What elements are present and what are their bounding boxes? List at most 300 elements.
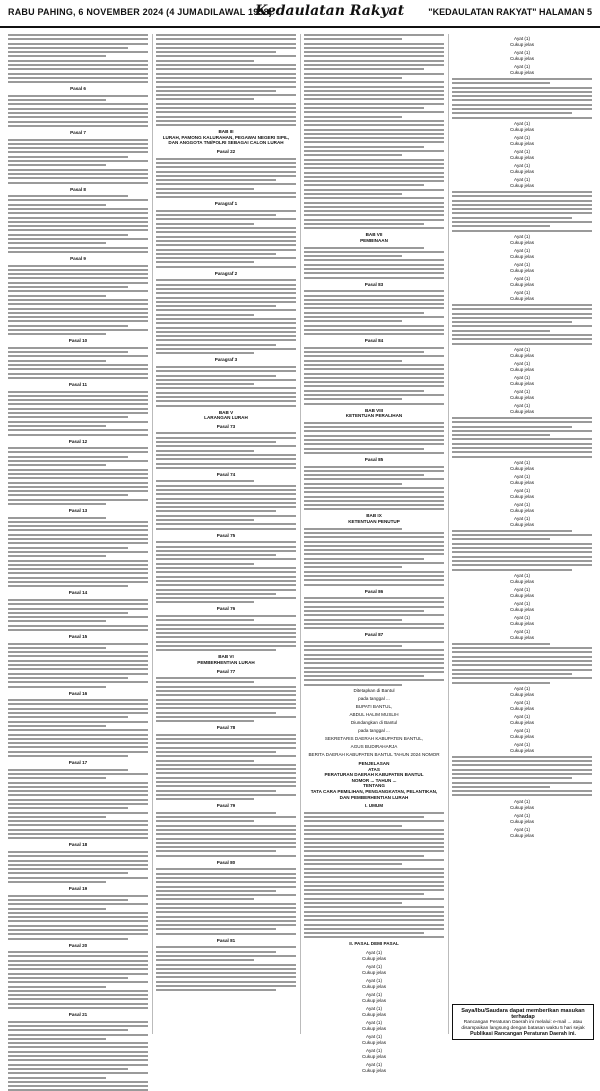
body-text-line <box>156 541 296 543</box>
body-text-line <box>156 240 296 242</box>
signature-line: Ayat (1) Cukup jelas <box>509 685 534 697</box>
body-text-line <box>304 68 424 70</box>
section-heading: Pasal 81 <box>216 937 236 943</box>
body-text-line <box>156 210 296 212</box>
body-text-line <box>8 585 128 587</box>
body-text-line <box>156 855 296 857</box>
body-text-line <box>304 606 444 608</box>
body-text-line <box>452 786 550 788</box>
body-text-line <box>8 447 148 449</box>
body-text-line <box>156 188 254 190</box>
body-text-line <box>8 464 106 466</box>
body-text-line <box>452 338 592 340</box>
body-text-line <box>8 625 148 627</box>
section-heading: Paragraf 3 <box>214 357 238 363</box>
body-text-line <box>156 985 296 987</box>
body-text-line <box>156 972 296 974</box>
body-text-line <box>156 681 254 683</box>
body-text-line <box>8 608 148 610</box>
body-text-line <box>156 266 296 268</box>
body-text-line <box>8 855 148 857</box>
section-heading: Paragraf 1 <box>214 201 238 207</box>
body-text-line <box>304 562 444 564</box>
body-text-line <box>8 503 106 505</box>
body-text-line <box>156 989 276 991</box>
body-text-line <box>8 786 148 788</box>
body-text-line <box>8 325 128 327</box>
body-text-line <box>156 777 296 779</box>
body-text-line <box>156 920 296 922</box>
body-text-line <box>156 528 296 530</box>
body-text-line <box>304 443 444 445</box>
body-text-line <box>156 641 296 643</box>
body-text-line <box>452 677 592 679</box>
body-text-line <box>156 257 296 259</box>
body-text-line <box>452 434 550 436</box>
body-text-line <box>156 798 254 800</box>
body-text-line <box>156 98 254 100</box>
body-text-line <box>8 864 148 866</box>
body-text-line <box>156 493 296 495</box>
body-text-line <box>8 721 148 723</box>
section-heading: Pasal 21 <box>68 1012 88 1018</box>
body-text-line <box>8 429 148 431</box>
body-text-line <box>156 868 296 870</box>
body-text-line <box>304 812 444 814</box>
body-text-line <box>304 435 444 437</box>
body-text-line <box>452 217 572 219</box>
body-text-line <box>304 364 444 366</box>
body-text-line <box>8 521 148 523</box>
body-text-line <box>156 379 296 381</box>
body-text-line <box>8 282 148 284</box>
body-text-line <box>8 251 148 253</box>
body-text-line <box>304 197 444 199</box>
body-text-line <box>304 658 444 660</box>
masthead <box>0 0 600 28</box>
body-text-line <box>8 560 148 562</box>
body-text-line <box>8 986 106 988</box>
body-text-line <box>8 1007 148 1009</box>
body-text-line <box>156 480 254 482</box>
body-text-line <box>304 312 424 314</box>
body-text-line <box>452 112 572 114</box>
body-text-line <box>156 838 296 840</box>
body-text-line <box>156 227 296 229</box>
body-text-line <box>156 249 296 251</box>
body-text-line <box>452 773 592 775</box>
body-text-line <box>304 508 444 510</box>
body-text-line <box>304 906 444 908</box>
body-text-line <box>8 169 148 171</box>
body-text-line <box>452 343 592 345</box>
body-text-line <box>156 649 276 651</box>
body-text-line <box>304 627 444 629</box>
body-text-line <box>156 318 296 320</box>
section-heading: Pasal 84 <box>364 338 384 344</box>
body-text-line <box>8 977 128 979</box>
body-text-line <box>156 772 296 774</box>
body-text-line <box>304 277 444 279</box>
body-text-line <box>156 636 296 638</box>
body-text-line <box>8 408 148 410</box>
body-text-line <box>452 669 592 671</box>
body-text-line <box>304 47 444 49</box>
body-text-line <box>8 60 148 62</box>
body-text-line <box>8 225 148 227</box>
body-text-line <box>8 290 148 292</box>
body-text-line <box>156 38 296 40</box>
body-text-line <box>156 68 296 70</box>
body-text-line <box>156 392 296 394</box>
body-text-line <box>8 1068 128 1070</box>
body-text-line <box>8 399 148 401</box>
body-text-line <box>452 313 592 315</box>
body-text-line <box>156 794 296 796</box>
body-text-line <box>8 925 148 927</box>
body-text-line <box>8 643 148 645</box>
signature-line: Ayat (1) Cukup jelas <box>361 950 386 961</box>
body-text-line <box>304 77 402 79</box>
body-text-line <box>452 99 592 101</box>
body-text-line <box>156 933 296 935</box>
body-text-line <box>8 156 128 158</box>
section-heading: BAB V LARANGAN LURAH <box>204 409 248 421</box>
body-text-line <box>304 103 444 105</box>
body-text-line <box>156 60 254 62</box>
body-text-line <box>156 632 296 634</box>
body-text-line <box>304 189 444 191</box>
body-text-line <box>8 103 148 105</box>
body-text-line <box>156 686 296 688</box>
body-text-line <box>452 95 592 97</box>
body-text-line <box>8 829 148 831</box>
body-text-line <box>304 176 444 178</box>
body-text-line <box>156 183 296 185</box>
body-text-line <box>304 558 424 560</box>
body-text-line <box>156 124 296 126</box>
body-text-line <box>304 541 444 543</box>
body-text-line <box>304 911 444 913</box>
body-text-line <box>156 907 296 909</box>
body-text-line <box>156 584 296 586</box>
article-column-2 <box>156 34 296 1034</box>
body-text-line <box>452 530 572 532</box>
body-text-line <box>452 556 592 558</box>
signature-line: Ayat (1) Cukup jelas <box>361 1006 386 1017</box>
body-text-line <box>156 34 296 36</box>
body-text-line <box>156 47 296 49</box>
body-text-line <box>8 998 148 1000</box>
body-text-line <box>304 575 444 577</box>
body-text-line <box>304 368 444 370</box>
body-text-line <box>8 34 148 36</box>
body-text-line <box>8 121 148 123</box>
signature-line: Diundangkan di Bantul <box>350 720 398 726</box>
body-text-line <box>156 288 296 290</box>
body-text-line <box>8 803 148 805</box>
body-text-line <box>156 959 254 961</box>
body-text-line <box>304 500 444 502</box>
body-text-line <box>8 182 148 184</box>
body-text-line <box>156 94 296 96</box>
body-text-line <box>304 426 444 428</box>
body-text-line <box>156 755 296 757</box>
body-text-line <box>8 1085 148 1087</box>
body-text-line <box>8 807 128 809</box>
body-text-line <box>8 242 106 244</box>
body-text-line <box>8 469 148 471</box>
body-text-line <box>8 699 148 701</box>
body-text-line <box>8 273 148 275</box>
body-text-line <box>304 141 444 143</box>
body-text-line <box>8 612 128 614</box>
body-text-line <box>8 547 128 549</box>
section-heading: PENJELASAN ATAS PERATURAN DAERAH KABUPATEN BANTUL NOMOR ... TAHUN ... TENTANG TATA CARA PEMILIHAN, PENGANGKATAN, PELANTIKAN, DAN PEMBERHENTIAN LURAH <box>310 761 438 800</box>
body-text-line <box>8 368 148 370</box>
body-text-line <box>304 654 444 656</box>
body-text-line <box>304 881 444 883</box>
body-text-line <box>8 173 148 175</box>
body-text-line <box>156 628 296 630</box>
body-text-line <box>452 782 592 784</box>
body-text-line <box>452 195 592 197</box>
body-text-line <box>156 339 296 341</box>
body-text-line <box>304 86 444 88</box>
body-text-line <box>304 264 444 266</box>
body-text-line <box>156 73 296 75</box>
signature-line: Ayat (1) Cukup jelas <box>361 1048 386 1059</box>
body-text-line <box>304 919 444 921</box>
body-text-line <box>156 253 276 255</box>
body-text-line <box>8 108 148 110</box>
body-text-line <box>304 649 444 651</box>
body-text-line <box>8 955 148 957</box>
signature-line: Ayat (1) Cukup jelas <box>361 1020 386 1031</box>
body-text-line <box>156 120 296 122</box>
body-text-line <box>8 204 106 206</box>
body-text-line <box>8 677 128 679</box>
body-text-line <box>304 255 402 257</box>
body-text-line <box>156 677 296 679</box>
body-text-line <box>8 208 148 210</box>
body-text-line <box>304 829 444 831</box>
notice-body: Rancangan Peraturan Daerah ini melalui: e-mail ... atau disampaikan langsung dengan batasan waktu 5 hari sejak <box>461 1020 585 1031</box>
column-divider <box>300 34 301 1034</box>
signature-line: Ayat (1) Cukup jelas <box>509 572 534 584</box>
body-text-line <box>452 756 592 758</box>
body-text-line <box>8 820 148 822</box>
body-text-line <box>304 470 444 472</box>
body-text-line <box>156 742 296 744</box>
body-text-line <box>304 868 444 870</box>
body-text-line <box>8 1025 148 1027</box>
body-text-line <box>156 370 296 372</box>
body-text-line <box>304 51 444 53</box>
column-divider <box>152 34 153 1034</box>
body-text-line <box>8 877 148 879</box>
section-heading: I. UMUM <box>364 803 384 809</box>
body-text-line <box>8 1034 148 1036</box>
body-text-line <box>8 686 106 688</box>
body-text-line <box>156 690 296 692</box>
body-text-line <box>8 572 148 574</box>
signature-line: Ayat (1) Cukup jelas <box>509 459 534 471</box>
body-text-line <box>304 491 444 493</box>
body-text-line <box>452 534 592 536</box>
public-notice-box <box>452 1004 594 1040</box>
body-text-line <box>156 747 296 749</box>
signature-line: Ayat (1) Cukup jelas <box>509 346 534 358</box>
body-text-line <box>304 842 444 844</box>
body-text-line <box>304 448 424 450</box>
body-text-line <box>156 968 296 970</box>
section-heading: Pasal 76 <box>216 606 236 612</box>
body-text-line <box>156 305 276 307</box>
section-heading: Pasal 15 <box>68 634 88 639</box>
body-text-line <box>156 261 254 263</box>
body-text-line <box>8 55 106 57</box>
body-text-line <box>8 716 128 718</box>
body-text-line <box>156 881 296 883</box>
body-text-line <box>8 303 148 305</box>
body-text-line <box>8 837 148 839</box>
body-text-line <box>304 850 444 852</box>
body-text-line <box>8 43 148 45</box>
body-text-line <box>8 320 148 322</box>
body-text-line <box>8 486 148 488</box>
body-text-line <box>304 820 444 822</box>
body-text-line <box>452 564 592 566</box>
signature-line: Ayat (1) Cukup jelas <box>509 233 534 245</box>
section-heading: Pasal 78 <box>216 725 236 731</box>
body-text-line <box>8 1059 148 1061</box>
body-text-line <box>156 437 296 439</box>
body-text-line <box>304 662 444 664</box>
body-text-line <box>8 1051 148 1053</box>
body-text-line <box>452 794 592 796</box>
body-text-line <box>156 764 296 766</box>
body-text-line <box>156 214 276 216</box>
body-text-line <box>156 502 296 504</box>
body-text-line <box>304 623 444 625</box>
body-text-line <box>8 668 148 670</box>
body-text-line <box>8 538 148 540</box>
body-text-line <box>452 451 592 453</box>
body-text-line <box>452 78 592 80</box>
signature-line: ABDUL HALIM MUSLIH <box>349 712 399 718</box>
body-text-line <box>156 218 296 220</box>
body-text-line <box>156 812 276 814</box>
body-text-line <box>452 656 592 658</box>
body-text-line <box>304 377 444 379</box>
body-text-line <box>304 98 444 100</box>
body-text-line <box>156 703 296 705</box>
body-text-line <box>304 838 444 840</box>
signature-line: Ayat (1) Cukup jelas <box>509 812 534 824</box>
body-text-line <box>452 660 592 662</box>
body-text-line <box>156 297 296 299</box>
body-text-line <box>304 107 424 109</box>
body-text-line <box>304 675 424 677</box>
body-text-line <box>304 478 444 480</box>
body-text-line <box>452 438 592 440</box>
notice-footer: Publikasi Rancangan Peraturan Daerah ini. <box>470 1031 576 1038</box>
body-text-line <box>452 417 592 419</box>
body-text-line <box>8 329 148 331</box>
body-text-line <box>156 916 296 918</box>
body-text-line <box>8 529 148 531</box>
section-heading: Pasal 19 <box>68 886 88 892</box>
body-text-line <box>452 426 572 428</box>
body-text-line <box>304 303 444 305</box>
body-text-line <box>156 458 296 460</box>
signature-line: Ayat (1) Cukup jelas <box>509 628 534 640</box>
body-text-line <box>304 553 444 555</box>
body-text-line <box>156 111 296 113</box>
body-text-line <box>304 932 424 934</box>
body-text-line <box>156 314 254 316</box>
body-text-line <box>156 816 296 818</box>
body-text-line <box>304 487 444 489</box>
body-text-line <box>452 569 572 571</box>
body-text-line <box>8 139 148 141</box>
body-text-line <box>8 603 148 605</box>
body-text-line <box>8 247 148 249</box>
body-text-line <box>304 439 444 441</box>
signature-line: Ayat (1) Cukup jelas <box>509 50 534 61</box>
signature-line: Ayat (1) Cukup jelas <box>361 1062 386 1073</box>
signature-line: Ayat (1) Cukup jelas <box>509 614 534 626</box>
body-text-line <box>156 567 296 569</box>
body-text-line <box>8 1038 106 1040</box>
body-text-line <box>452 551 592 553</box>
body-text-line <box>452 790 592 792</box>
body-text-line <box>156 694 296 696</box>
body-text-line <box>8 312 148 314</box>
body-text-line <box>156 322 296 324</box>
section-heading: Pasal 17 <box>68 760 88 766</box>
body-text-line <box>304 373 444 375</box>
body-text-line <box>8 425 106 427</box>
body-text-line <box>452 664 592 666</box>
body-text-line <box>304 360 402 362</box>
body-text-line <box>8 782 148 784</box>
signature-line: Ayat (1) Cukup jelas <box>361 992 386 1003</box>
body-text-line <box>304 483 402 485</box>
section-heading: BAB III LURAH, PAMONG KALURAHAN, PEGAWAI NEGERI SIPIL, DAN ANGGOTA TNI/POLRI SEBAGAI CALON LURAH <box>162 129 290 146</box>
body-text-line <box>452 304 592 306</box>
body-text-line <box>8 964 148 966</box>
body-text-line <box>156 842 296 844</box>
body-text-line <box>452 325 592 327</box>
body-text-line <box>304 214 444 216</box>
body-text-line <box>8 347 148 349</box>
body-text-line <box>156 335 296 337</box>
body-text-line <box>304 180 444 182</box>
body-text-line <box>452 443 592 445</box>
body-text-line <box>304 430 444 432</box>
body-text-line <box>8 295 106 297</box>
body-text-line <box>8 234 128 236</box>
body-text-line <box>8 599 148 601</box>
body-text-line <box>156 645 296 647</box>
body-text-line <box>8 1042 148 1044</box>
body-text-line <box>8 1046 148 1048</box>
body-text-line <box>156 829 296 831</box>
body-text-line <box>304 679 444 681</box>
body-text-line <box>8 746 148 748</box>
